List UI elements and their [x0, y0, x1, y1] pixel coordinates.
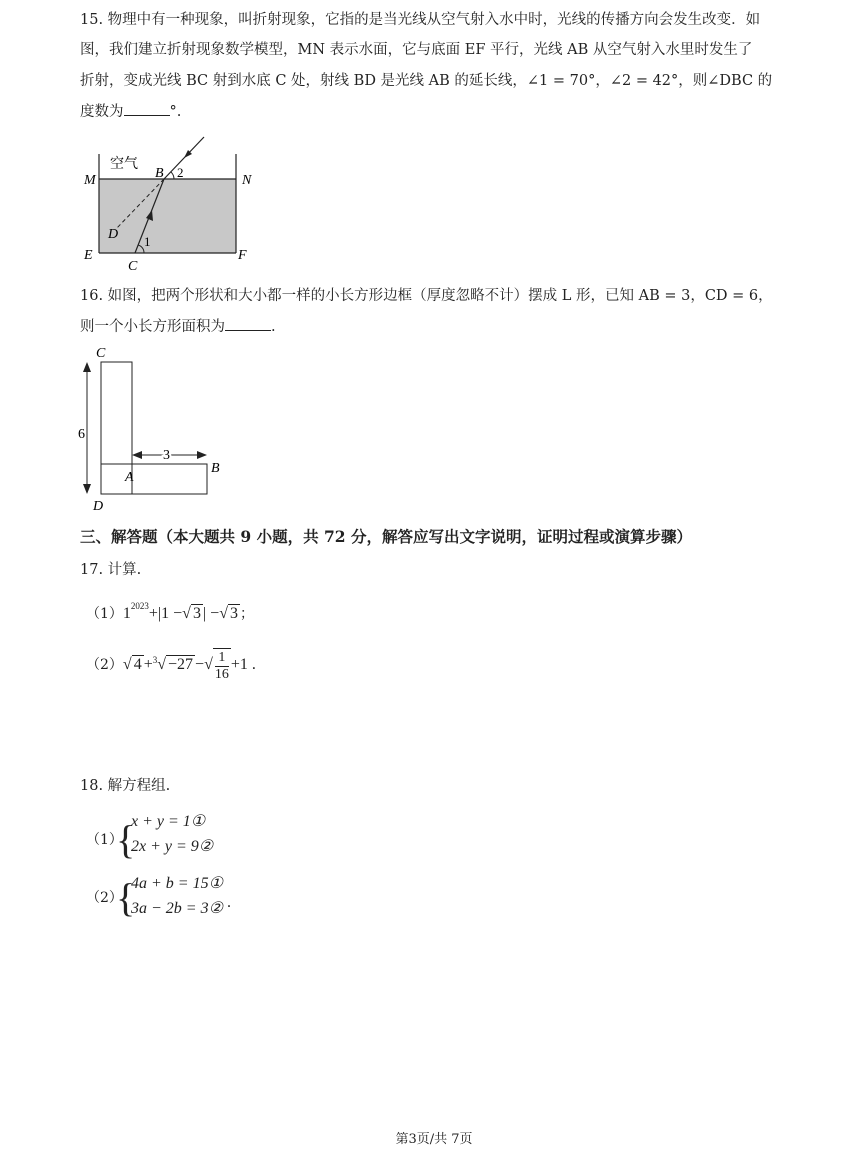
refraction-figure: [78, 130, 268, 278]
label-C: C: [96, 346, 106, 361]
q17-p2-minus: −: [195, 656, 205, 674]
q17-p1-label: （1）: [86, 606, 123, 622]
q18-p1-eq2: 2x + y = 9②: [131, 838, 214, 855]
label-A: A: [125, 470, 134, 485]
q17-title: 17. 计算.: [80, 562, 142, 578]
q15-line3: 折射，变成光线 BC 射到水底 C 处，射线 BD 是光线 AB 的延长线，∠1 = 70°，∠2 = 42°，则∠DBC 的: [80, 73, 773, 89]
label-N: N: [242, 173, 252, 188]
label-air: 空气: [110, 156, 138, 172]
q17-p2-denominator: 16: [214, 667, 229, 682]
q17-p1-base: 1: [122, 605, 131, 622]
label-D: D: [93, 499, 104, 514]
q15-line1: 15. 物理中有一种现象，叫折射现象，它指的是当光线从空气射入水中时，光线的传播方向会发生改变．如: [80, 12, 761, 28]
q18-p2-eq1: 4a + b = 15①: [131, 875, 223, 892]
q18-p1-brace: {: [116, 817, 136, 862]
q18-p1-eq1: x + y = 1①: [131, 813, 206, 830]
arrow-right: [197, 451, 207, 459]
label-B: B: [155, 166, 164, 181]
q17-p1-plus: +|1 −: [148, 605, 183, 622]
q17-p2-radicand1: 4: [133, 656, 142, 674]
label-6: 6: [78, 427, 85, 442]
l-shape-figure: [74, 344, 234, 514]
arrow-up: [83, 362, 91, 372]
q15-answer-prefix: 度数为: [80, 104, 124, 120]
q17-p2-plus: +: [143, 656, 153, 674]
horizontal-rectangle: [101, 464, 207, 494]
q16-answer-prefix: 则一个小长方形面积为: [80, 319, 225, 335]
arrow-left: [132, 451, 142, 459]
q17-part2: （2）√ 4 +$^3$√ −27 −√ $\frac{1}{16}$ +1 .: [86, 650, 256, 682]
q16-line1: 16. 如图，把两个形状和大小都一样的小长方形边框（厚度忽略不计）摆成 L 形，已知 AB = 3，CD = 6，: [80, 288, 773, 304]
q18-p2-end: .: [227, 894, 231, 911]
q15-line2: 图，我们建立折射现象数学模型，MN 表示水面，它与底面 EF 平行，光线 AB 从空气射入水里时发生了: [80, 42, 753, 58]
q17-p1-exponent: 2023: [130, 601, 149, 611]
q17-p2-end: +1 .: [230, 656, 256, 674]
label-F: F: [238, 248, 247, 263]
q18-title: 18. 解方程组.: [80, 778, 171, 794]
label-3: 3: [163, 448, 170, 463]
q17-p1-radicand2: 3: [229, 605, 238, 622]
q15-answer-suffix: °.: [169, 104, 182, 120]
q15-line4: [80, 101, 181, 122]
q17-p1-mid: | −: [202, 605, 220, 622]
angle-2-arc: [171, 172, 174, 179]
label-C: C: [128, 259, 138, 274]
q17-p2-label: （2）: [86, 657, 123, 674]
q18-p2-label: （2）: [86, 890, 123, 906]
q16-answer-blank[interactable]: [225, 316, 271, 331]
label-E: E: [84, 248, 93, 263]
label-D: D: [108, 227, 119, 242]
q17-p2-root-index: 3: [152, 654, 158, 665]
q17-p1-radicand1: 3: [192, 605, 201, 622]
label-M: M: [84, 173, 96, 188]
q15-answer-blank[interactable]: [124, 101, 170, 116]
arrow-down: [83, 484, 91, 494]
q18-p2-eq2: 3a − 2b = 3②: [131, 900, 223, 917]
section-heading: 三、解答题（本大题共 9 小题，共 72 分，解答应写出文字说明，证明过程或演算步骤）: [80, 527, 692, 546]
water-region: [99, 179, 236, 253]
q16-answer-suffix: .: [271, 319, 276, 335]
page-footer: 第3页/共 7页: [395, 1132, 473, 1147]
label-B: B: [211, 461, 220, 476]
q17-p1-end: ；: [239, 606, 254, 622]
q17-p2-radicand2: −27: [168, 656, 194, 674]
q17-p2-numerator: 1: [215, 650, 229, 667]
q17-part1: $(1)1^{2023}+|1$ −√ 3 | −√ 3 ；: [86, 601, 254, 622]
label-2: 2: [177, 165, 184, 180]
q16-line2: [80, 316, 276, 337]
q18-p1-label: （1）: [86, 832, 123, 848]
q18-p2-brace: {: [116, 875, 136, 920]
label-1: 1: [144, 234, 151, 249]
